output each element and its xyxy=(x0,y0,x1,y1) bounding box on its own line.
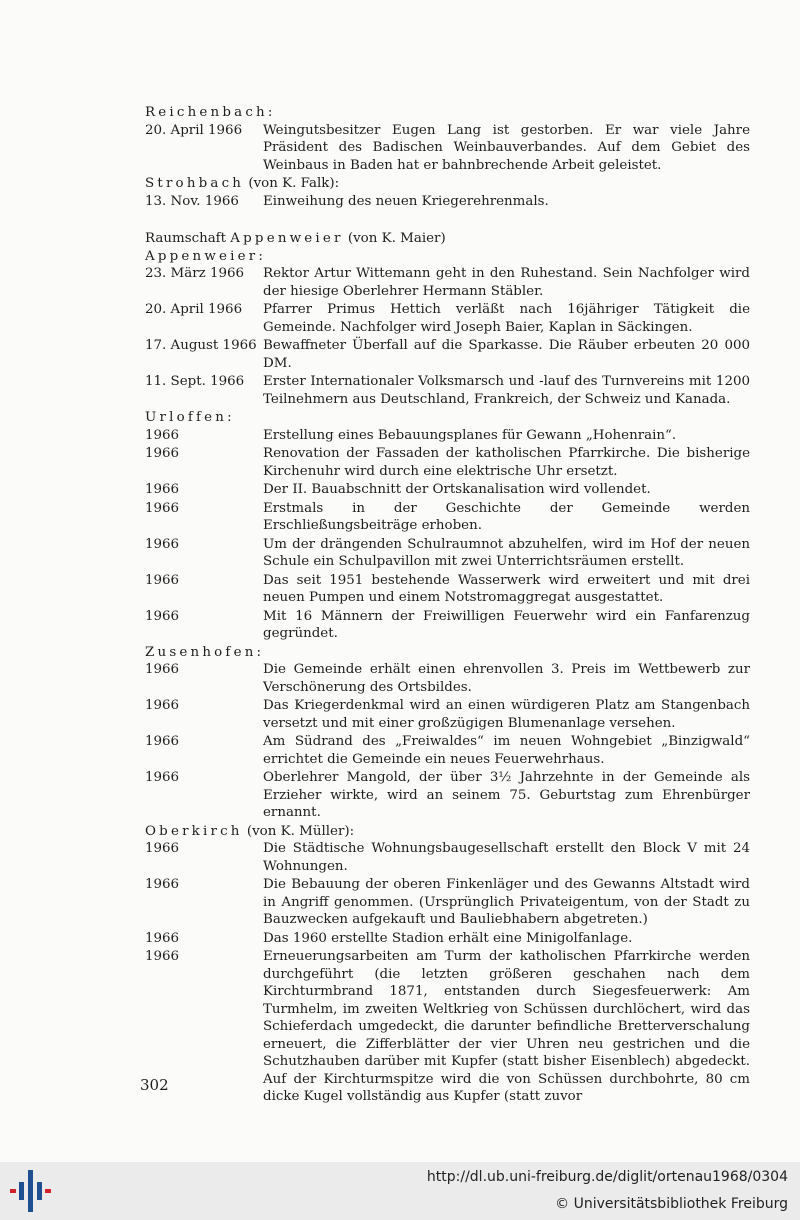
place-heading xyxy=(145,823,750,841)
place-name: Zusenhofen: xyxy=(145,644,265,660)
chronicle-entry xyxy=(145,876,750,929)
chronicle-entry xyxy=(145,840,750,875)
entry-text: Erstmals in der Geschichte der Gemeinde werden Erschließungsbeiträge erhoben. xyxy=(263,500,750,533)
place-name: Oberkirch xyxy=(145,823,243,839)
chronicle-entry xyxy=(145,930,750,948)
entry-date: 23. März 1966 xyxy=(145,266,245,281)
entry-date: 1966 xyxy=(145,482,180,497)
entry-text: Das seit 1951 bestehende Wasserwerk wird erweitert und mit drei neuen Pumpen und einem Notstromaggregat ausgestattet. xyxy=(263,572,750,605)
entry-text: Der II. Bauabschnitt der Ortskanalisation wird vollendet. xyxy=(263,482,651,497)
chronicle-entry xyxy=(145,769,750,822)
entry-date: 1966 xyxy=(145,608,180,624)
entry-date: 1966 xyxy=(145,662,180,677)
chronicle-entry xyxy=(145,301,750,336)
page-content xyxy=(145,104,750,1107)
entry-text: Die Städtische Wohnungsbaugesellschaft erstellt den Block V mit 24 Wohnungen. xyxy=(263,841,750,874)
entry-text: Um der drängenden Schulraumnot abzuhelfen, wird im Hof der neuen Schule ein Schulpavillon mit zwei Unterrichtsräumen erstellt. xyxy=(263,536,750,569)
chronicle-entry xyxy=(145,948,750,1106)
section-title-spaced: Appenweier xyxy=(230,231,344,246)
section-title-pre: Raumschaft xyxy=(145,231,231,246)
entry-text: Erster Internationaler Volksmarsch und -lauf des Turnvereins mit 1200 Teilnehmern aus Deutschland, Frankreich, der Schweiz und Kanada. xyxy=(263,374,750,407)
chronicle-entry xyxy=(145,427,750,445)
source-url[interactable]: http://dl.ub.uni-freiburg.de/diglit/ortenau1968/0304 xyxy=(426,1169,788,1185)
entry-date: 1966 xyxy=(145,877,180,892)
footer-bar xyxy=(0,1162,800,1220)
entry-date: 17. August 1966 xyxy=(145,338,257,353)
entry-date: 11. Sept. 1966 xyxy=(145,374,245,389)
entry-date: 1966 xyxy=(145,446,180,461)
place-heading xyxy=(145,248,750,266)
place-heading xyxy=(145,104,750,122)
entry-date: 20. April 1966 xyxy=(145,302,243,317)
entry-date: 1966 xyxy=(145,536,180,552)
entry-date: 1966 xyxy=(145,949,180,964)
entry-text: Rektor Artur Wittemann geht in den Ruhestand. Sein Nachfolger wird der hiesige Oberlehrer Hermann Stäbler. xyxy=(263,266,750,299)
chronicle-entry xyxy=(145,733,750,768)
entry-text: Oberlehrer Mangold, der über 3½ Jahrzehnte in der Gemeinde als Erzieher wirkte, wird an seinem 75. Geburtstag zum Ehrenbürger ernannt. xyxy=(263,770,750,820)
entry-date: 1966 xyxy=(145,572,180,588)
place-name: Appenweier: xyxy=(145,248,267,264)
chronicle-entry xyxy=(145,122,750,175)
chronicle-entry xyxy=(145,500,750,535)
place-name: Urloffen: xyxy=(145,410,235,425)
entry-date: 1966 xyxy=(145,734,180,749)
entry-date: 1966 xyxy=(145,841,180,856)
library-logo-icon xyxy=(10,1170,52,1212)
place-name: Reichenbach: xyxy=(145,105,276,120)
place-name: Strohbach xyxy=(145,176,245,191)
chronicle-entry xyxy=(145,697,750,732)
entry-text: Einweihung des neuen Kriegerehrenmals. xyxy=(263,193,549,209)
entry-text: Am Südrand des „Freiwaldes“ im neuen Wohngebiet „Binzigwald“ errichtet die Gemeinde ein neues Feuerwehrhaus. xyxy=(263,734,750,767)
entry-date: 13. Nov. 1966 xyxy=(145,193,239,209)
entry-text: Erstellung eines Bebauungsplanes für Gewann „Hohenrain“. xyxy=(263,427,677,443)
chronicle-entry xyxy=(145,265,750,300)
entry-text: Weingutsbesitzer Eugen Lang ist gestorben. Er war viele Jahre Präsident des Badischen Weinbauverbandes. Auf dem Gebiet des Weinbaus in Baden hat er bahnbrechende Arbeit geleistet. xyxy=(263,122,750,173)
entry-date: 1966 xyxy=(145,500,180,516)
chronicle-entry xyxy=(145,373,750,408)
entry-date: 20. April 1966 xyxy=(145,122,243,138)
entry-text: Bewaffneter Überfall auf die Sparkasse. Die Räuber erbeuten 20 000 DM. xyxy=(263,338,750,371)
copyright-notice: © Universitätsbibliothek Freiburg xyxy=(555,1196,788,1212)
entry-date: 1966 xyxy=(145,427,180,443)
entry-text: Das 1960 erstellte Stadion erhält eine Minigolfanlage. xyxy=(263,930,633,946)
place-author: (von K. Falk): xyxy=(244,176,340,191)
entry-text: Pfarrer Primus Hettich verläßt nach 16jähriger Tätigkeit die Gemeinde. Nachfolger wird Joseph Baier, Kaplan in Säckingen. xyxy=(263,302,750,335)
entry-text: Das Kriegerdenkmal wird an einen würdigeren Platz am Stangenbach versetzt und mit einer großzügigen Blumenanlage versehen. xyxy=(263,698,750,731)
place-heading xyxy=(145,409,750,427)
section-title xyxy=(145,230,750,248)
place-heading xyxy=(145,644,750,662)
chronicle-entry xyxy=(145,572,750,607)
entry-date: 1966 xyxy=(145,930,180,946)
entry-text: Mit 16 Männern der Freiwilligen Feuerwehr wird ein Fanfarenzug gegründet. xyxy=(263,608,750,641)
place-heading xyxy=(145,175,750,193)
entry-text: Die Bebauung der oberen Finkenläger und des Gewanns Altstadt wird in Angriff genommen. (Ursprünglich Privateigentum, von der Stadt zu Bauzwecken aufgekauft und Bauliebhabern abgetreten.) xyxy=(263,877,750,927)
chronicle-entry xyxy=(145,193,750,211)
section-title-post: (von K. Maier) xyxy=(343,231,446,246)
entry-text: Renovation der Fassaden der katholischen Pfarrkirche. Die bisherige Kirchenuhr wird durch eine elektrische Uhr ersetzt. xyxy=(263,446,750,479)
chronicle-entry xyxy=(145,661,750,696)
chronicle-entry xyxy=(145,536,750,571)
chronicle-entry xyxy=(145,608,750,643)
chronicle-entry xyxy=(145,481,750,499)
entry-date: 1966 xyxy=(145,698,180,713)
entry-date: 1966 xyxy=(145,770,180,785)
entry-text: Die Gemeinde erhält einen ehrenvollen 3. Preis im Wettbewerb zur Verschönerung des Ortsbildes. xyxy=(263,662,750,695)
chronicle-entry xyxy=(145,445,750,480)
place-author: (von K. Müller): xyxy=(242,823,355,839)
entry-text: Erneuerungsarbeiten am Turm der katholischen Pfarrkirche werden durchgeführt (die letzten größeren geschahen nach dem Kirchturmbrand 1871, entstanden durch Siegesfeuerwerk: Am Turmhelm, im zweiten Weltkrieg von Schüssen durchlöchert, wird das Schieferdach umgedeckt, die darunter befindliche Bretterverschalung erneuert, die Zifferblätter der vier Uhren neu gestrichen und die Schutzhauben darüber mit Kupfer (statt bisher Eisenblech) abgedeckt. Auf der Kirchturmspitze wird die von Schüssen durchbohrte, 80 cm dicke Kugel vollständig aus Kupfer (statt zuvor xyxy=(263,949,750,1104)
chronicle-entry xyxy=(145,337,750,372)
page-number: 302 xyxy=(140,1076,169,1094)
